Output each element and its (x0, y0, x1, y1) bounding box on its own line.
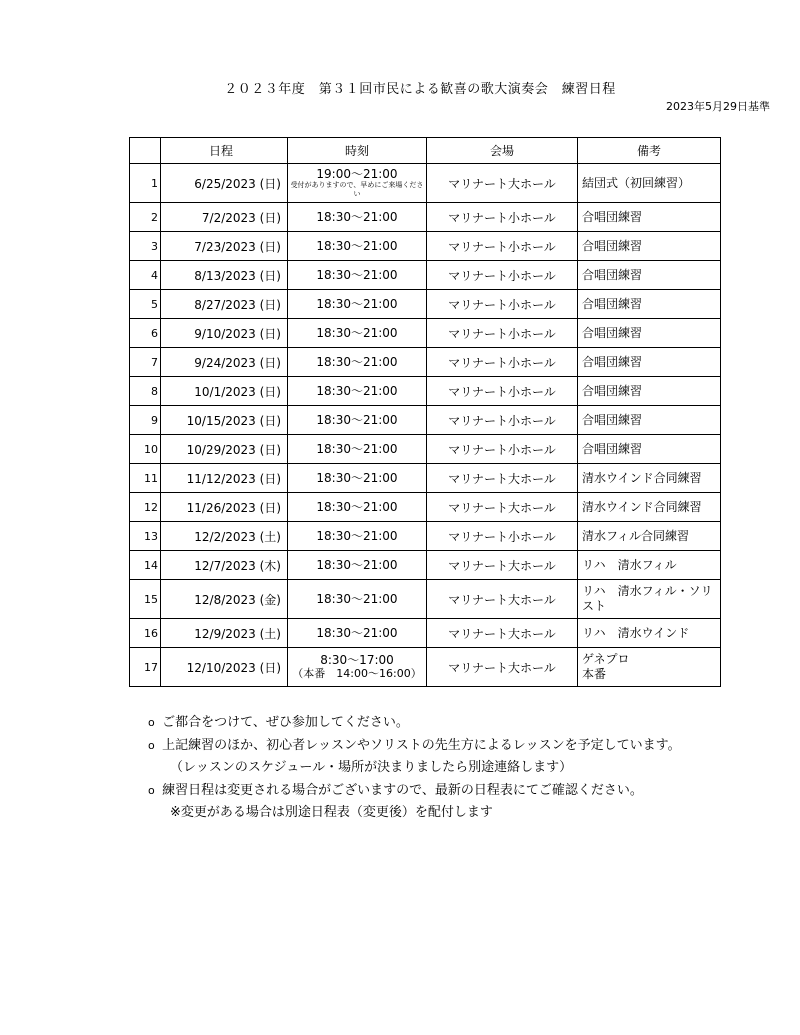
time-main: 18:30～21:00 (316, 268, 398, 282)
row-number: 4 (130, 261, 161, 290)
time-main: 19:00～21:00 (316, 167, 398, 181)
table-row (130, 619, 721, 648)
row-venue: マリナート小ホール (427, 435, 578, 464)
row-time (288, 580, 427, 619)
row-number: 7 (130, 348, 161, 377)
table-row (130, 522, 721, 551)
row-number: 5 (130, 290, 161, 319)
base-date: 2023年5月29日基準 (666, 100, 770, 113)
row-date: 11/12/2023 (日) (161, 464, 288, 493)
note-line: 合唱団練習 (582, 354, 643, 369)
row-venue: マリナート大ホール (427, 648, 578, 687)
note-line: 合唱団練習 (582, 383, 643, 398)
note-item (148, 757, 681, 780)
row-date: 11/26/2023 (日) (161, 493, 288, 522)
row-date: 10/1/2023 (日) (161, 377, 288, 406)
row-time (288, 290, 427, 319)
row-number: 6 (130, 319, 161, 348)
time-main: 18:30～21:00 (316, 384, 398, 398)
row-venue: マリナート大ホール (427, 493, 578, 522)
row-note (578, 319, 721, 348)
row-number: 3 (130, 232, 161, 261)
row-date: 9/24/2023 (日) (161, 348, 288, 377)
time-main: 18:30～21:00 (316, 413, 398, 427)
table-row (130, 164, 721, 203)
row-note (578, 261, 721, 290)
row-date: 10/29/2023 (日) (161, 435, 288, 464)
note-line: 合唱団練習 (582, 296, 643, 311)
row-note (578, 522, 721, 551)
note-line: リハ 清水フィル・ソリ (582, 584, 713, 598)
note-text: 練習日程は変更される場合がございますので、最新の日程表にてご確認ください。 (162, 782, 643, 798)
row-time (288, 319, 427, 348)
table-row (130, 290, 721, 319)
note-text: ※変更がある場合は別途日程表（変更後）を配付します (170, 805, 493, 820)
time-main: 18:30～21:00 (316, 326, 398, 340)
note-line: 清水ウインド合同練習 (582, 470, 702, 485)
time-sub: （本番 14:00～16:00） (292, 667, 422, 680)
bullet-icon: o (148, 738, 155, 752)
row-venue: マリナート大ホール (427, 164, 578, 203)
row-time (288, 261, 427, 290)
time-sub: 受付がありますので、早めにご来場ください (290, 181, 424, 198)
row-number: 12 (130, 493, 161, 522)
header-time: 時刻 (288, 138, 427, 164)
row-time (288, 435, 427, 464)
note-line: 合唱団練習 (582, 267, 643, 282)
row-time (288, 203, 427, 232)
schedule-rows (130, 164, 721, 687)
row-note (578, 377, 721, 406)
row-time (288, 493, 427, 522)
row-number: 14 (130, 551, 161, 580)
time-main: 8:30～17:00 (320, 653, 394, 667)
table-row (130, 232, 721, 261)
row-number: 16 (130, 619, 161, 648)
header-venue: 会場 (427, 138, 578, 164)
note-line: 合唱団練習 (582, 412, 643, 427)
time-main: 18:30～21:00 (316, 210, 398, 224)
row-note (578, 290, 721, 319)
table-row (130, 648, 721, 687)
note-line: 合唱団練習 (582, 209, 643, 224)
row-date: 12/10/2023 (日) (161, 648, 288, 687)
row-date: 12/7/2023 (木) (161, 551, 288, 580)
note-text: （レッスンのスケジュール・場所が決まりましたら別途連絡します） (170, 760, 573, 775)
row-note (578, 435, 721, 464)
row-note (578, 493, 721, 522)
time-main: 18:30～21:00 (316, 297, 398, 311)
row-note (578, 406, 721, 435)
note-line: 合唱団練習 (582, 441, 643, 456)
time-main: 18:30～21:00 (316, 471, 398, 485)
table-row (130, 551, 721, 580)
note-line: 清水ウインド合同練習 (582, 499, 702, 514)
row-time (288, 406, 427, 435)
row-date: 9/10/2023 (日) (161, 319, 288, 348)
table-row (130, 203, 721, 232)
note-line: 本番 (582, 667, 607, 681)
note-item (148, 780, 681, 803)
row-note (578, 648, 721, 687)
note-line: スト (582, 599, 607, 613)
row-venue: マリナート小ホール (427, 261, 578, 290)
header-no (130, 138, 161, 164)
row-number: 11 (130, 464, 161, 493)
time-main: 18:30～21:00 (316, 592, 398, 606)
row-date: 12/8/2023 (金) (161, 580, 288, 619)
row-venue: マリナート小ホール (427, 203, 578, 232)
header-note: 備考 (578, 138, 721, 164)
note-item (148, 735, 681, 758)
row-venue: マリナート大ホール (427, 551, 578, 580)
table-row (130, 348, 721, 377)
row-number: 10 (130, 435, 161, 464)
time-main: 18:30～21:00 (316, 442, 398, 456)
row-time (288, 464, 427, 493)
row-note (578, 464, 721, 493)
time-main: 18:30～21:00 (316, 558, 398, 572)
row-date: 10/15/2023 (日) (161, 406, 288, 435)
schedule-table (129, 137, 721, 687)
note-line: 合唱団練習 (582, 238, 643, 253)
row-note (578, 348, 721, 377)
row-venue: マリナート小ホール (427, 290, 578, 319)
row-date: 6/25/2023 (日) (161, 164, 288, 203)
note-item (148, 712, 681, 735)
time-main: 18:30～21:00 (316, 626, 398, 640)
row-time (288, 232, 427, 261)
row-venue: マリナート小ホール (427, 232, 578, 261)
row-number: 13 (130, 522, 161, 551)
row-time (288, 164, 427, 203)
row-date: 12/2/2023 (土) (161, 522, 288, 551)
row-time (288, 551, 427, 580)
page-title: ２０２３年度 第３１回市民による歓喜の歌大演奏会 練習日程 (224, 82, 616, 97)
row-number: 1 (130, 164, 161, 203)
row-time (288, 522, 427, 551)
table-row (130, 261, 721, 290)
row-note (578, 551, 721, 580)
time-main: 18:30～21:00 (316, 239, 398, 253)
row-number: 9 (130, 406, 161, 435)
row-venue: マリナート大ホール (427, 619, 578, 648)
note-line: ゲネプロ (582, 652, 630, 666)
row-venue: マリナート小ホール (427, 522, 578, 551)
row-time (288, 348, 427, 377)
row-number: 8 (130, 377, 161, 406)
notes-section (148, 712, 681, 825)
time-main: 18:30～21:00 (316, 355, 398, 369)
row-date: 8/27/2023 (日) (161, 290, 288, 319)
note-text: ご都合をつけて、ぜひ参加してください。 (162, 715, 409, 730)
note-line: 結団式（初回練習） (582, 175, 691, 190)
bullet-icon: o (148, 716, 155, 729)
row-venue: マリナート小ホール (427, 319, 578, 348)
row-note (578, 232, 721, 261)
table-row (130, 377, 721, 406)
note-line: 清水フィル合同練習 (582, 528, 690, 543)
row-date: 7/2/2023 (日) (161, 203, 288, 232)
table-row (130, 435, 721, 464)
table-row (130, 406, 721, 435)
table-row (130, 319, 721, 348)
row-date: 8/13/2023 (日) (161, 261, 288, 290)
table-row (130, 464, 721, 493)
header-date: 日程 (161, 138, 288, 164)
note-line: リハ 清水フィル (582, 557, 677, 572)
row-date: 7/23/2023 (日) (161, 232, 288, 261)
table-header-row (130, 138, 721, 164)
row-date: 12/9/2023 (土) (161, 619, 288, 648)
row-time (288, 648, 427, 687)
note-text: 上記練習のほか、初心者レッスンやソリストの先生方によるレッスンを予定しています。 (162, 737, 681, 753)
row-venue: マリナート大ホール (427, 580, 578, 619)
time-main: 18:30～21:00 (316, 529, 398, 543)
row-venue: マリナート小ホール (427, 348, 578, 377)
table-row (130, 580, 721, 619)
row-number: 17 (130, 648, 161, 687)
row-number: 2 (130, 203, 161, 232)
row-venue: マリナート小ホール (427, 406, 578, 435)
row-note (578, 164, 721, 203)
row-note (578, 203, 721, 232)
note-line: 合唱団練習 (582, 325, 643, 340)
row-number: 15 (130, 580, 161, 619)
row-venue: マリナート大ホール (427, 464, 578, 493)
table-row (130, 493, 721, 522)
time-main: 18:30～21:00 (316, 500, 398, 514)
row-venue: マリナート小ホール (427, 377, 578, 406)
note-line: リハ 清水ウインド (582, 625, 690, 640)
row-time (288, 377, 427, 406)
row-note (578, 619, 721, 648)
row-note (578, 580, 721, 619)
bullet-icon: o (148, 783, 155, 797)
row-time (288, 619, 427, 648)
note-item (148, 802, 681, 825)
